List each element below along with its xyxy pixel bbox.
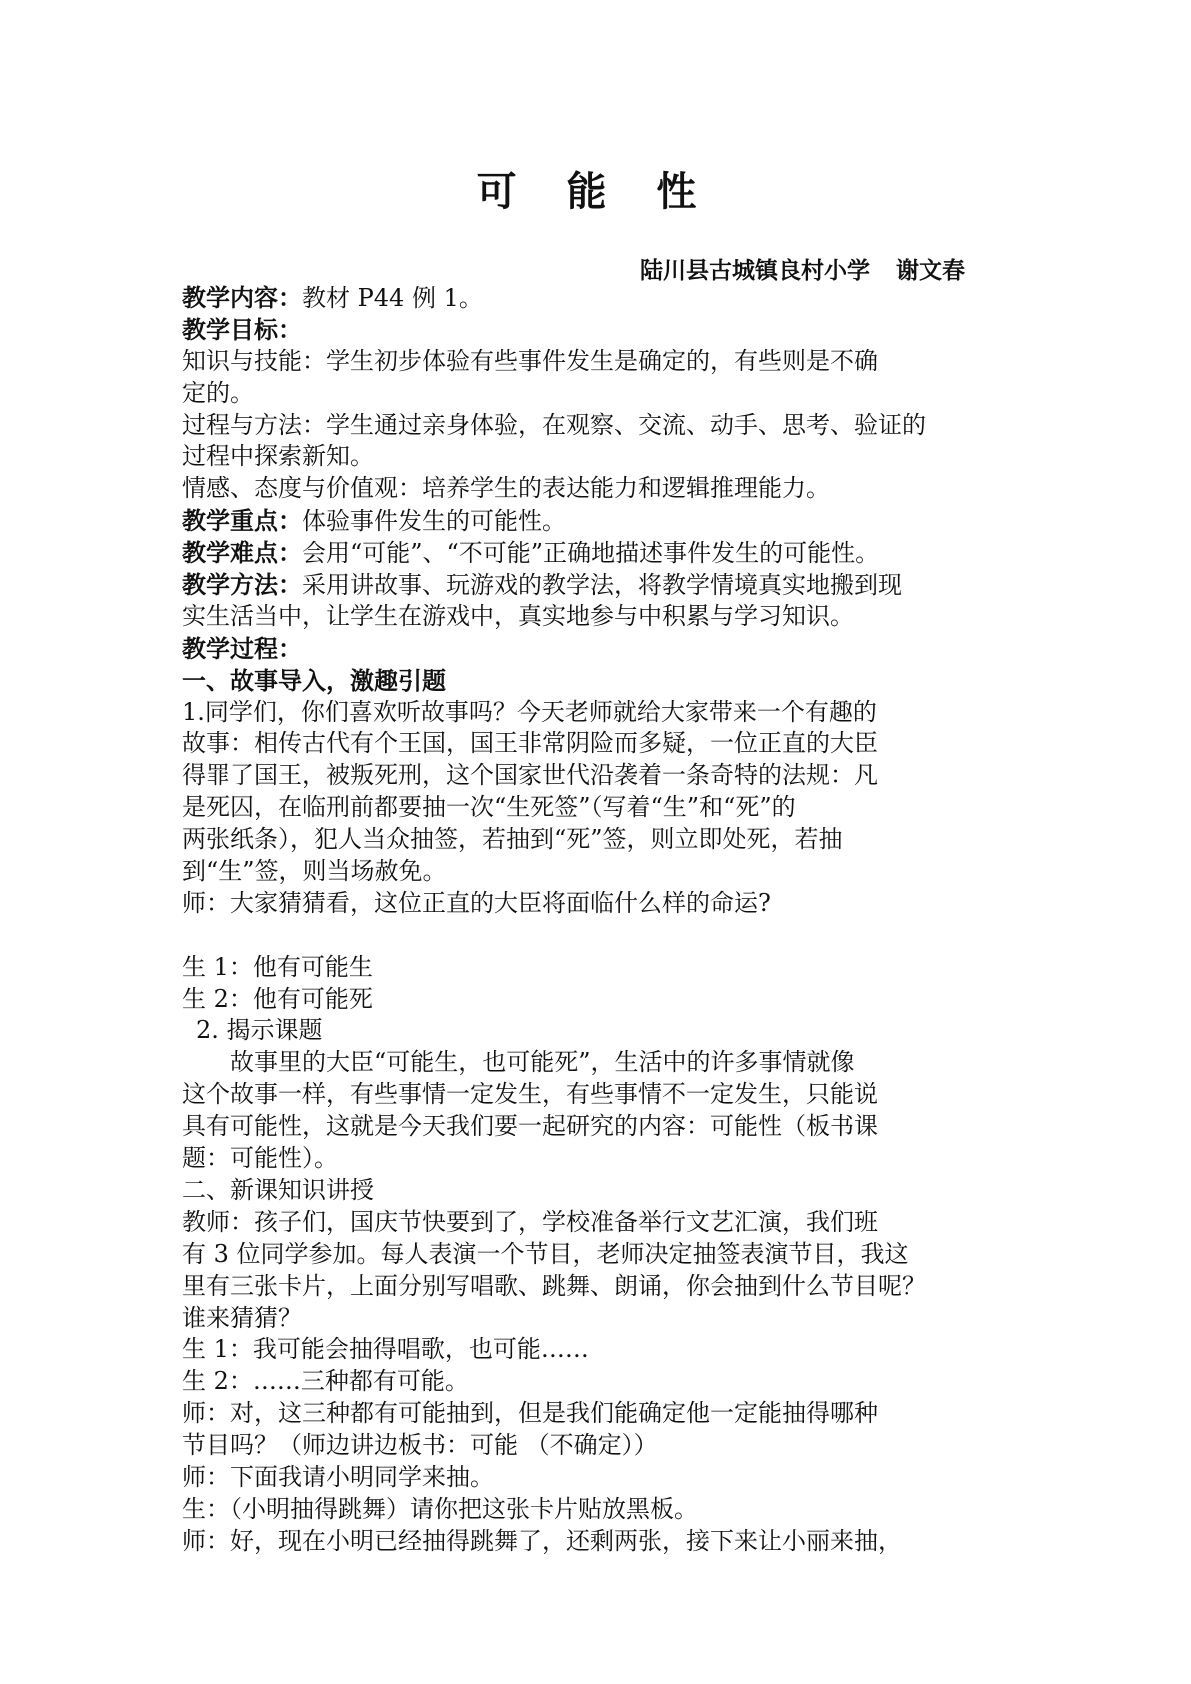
key-line	[182, 505, 1044, 537]
reveal-line: 题：可能性）。	[182, 1144, 338, 1173]
lesson-line: 生 1：我可能会抽得唱歌，也可能……	[182, 1335, 589, 1364]
method-line	[182, 569, 1044, 601]
blank-line	[182, 920, 1044, 952]
story-line: 是死囚，在临刑前都要抽一次“生死签”（写着“生”和“死”的	[182, 793, 796, 822]
key-label: 教学重点：	[182, 506, 302, 536]
lesson-line: 教师：孩子们，国庆节快要到了，学校准备举行文艺汇演，我们班	[182, 1207, 878, 1236]
lesson-line: 里有三张卡片，上面分别写唱歌、跳舞、朗诵，你会抽到什么节目呢？	[182, 1271, 926, 1300]
method-line-2: 实生活当中，让学生在游戏中，真实地参与中积累与学习知识。	[182, 601, 854, 630]
lesson-line: 师：下面我请小明同学来抽。	[182, 1462, 494, 1491]
document-title: 可 能 性	[476, 168, 715, 215]
lesson-line: 生：（小明抽得跳舞）请你把这张卡片贴放黑板。	[182, 1494, 698, 1523]
story-line: 得罪了国王，被叛死刑，这个国家世代沿袭着一条奇特的法规：凡	[182, 761, 878, 790]
story-line: 到“生”签，则当场赦免。	[182, 857, 447, 886]
lesson-line: 节目吗？（师边讲边板书：可能 （不确定））	[182, 1431, 658, 1460]
method-label: 教学方法：	[182, 570, 302, 600]
goal-label: 教学目标：	[182, 314, 302, 344]
answer-line: 生 1：他有可能生	[182, 952, 373, 981]
author-school: 陆川县古城镇良村小学	[640, 257, 870, 284]
answer-line: 生 2：他有可能死	[182, 984, 373, 1013]
goal-line: 情感、态度与价值观：培养学生的表达能力和逻辑推理能力。	[182, 474, 830, 503]
document-body	[182, 282, 1044, 1558]
reveal-line: 具有可能性，这就是今天我们要一起研究的内容：可能性（板书课	[182, 1112, 878, 1141]
author-line	[640, 252, 965, 285]
difficulty-line	[182, 537, 1044, 569]
author-name: 谢文春	[896, 257, 965, 284]
content-line	[182, 282, 1044, 314]
content-label: 教学内容：	[182, 283, 302, 312]
lesson-line: 有 3 位同学参加。每人表演一个节目，老师决定抽签表演节目，我这	[182, 1239, 909, 1268]
story-line: 师：大家猜猜看，这位正直的大臣将面临什么样的命运?	[182, 888, 771, 917]
difficulty-text: 会用“可能”、“不可能”正确地描述事件发生的可能性。	[302, 539, 880, 568]
lesson-line: 生 2：……三种都有可能。	[182, 1367, 469, 1396]
lesson-line: 师：对，这三种都有可能抽到，但是我们能确定他一定能抽得哪种	[182, 1399, 878, 1428]
subsection-heading: 2. 揭示课题	[196, 1016, 323, 1045]
lesson-line: 师：好，现在小明已经抽得跳舞了，还剩两张，接下来让小丽来抽，	[182, 1526, 902, 1555]
goal-line: 定的。	[182, 378, 254, 407]
section-heading: 一、故事导入，激趣引题	[182, 665, 446, 695]
process-label: 教学过程：	[182, 633, 302, 663]
difficulty-label: 教学难点：	[182, 538, 302, 568]
goal-line: 过程中探索新知。	[182, 442, 374, 471]
reveal-line: 这个故事一样，有些事情一定发生，有些事情不一定发生，只能说	[182, 1080, 878, 1109]
goal-line: 知识与技能：学生初步体验有些事件发生是确定的，有些则是不确	[182, 346, 878, 375]
lesson-line: 谁来猜猜？	[182, 1303, 302, 1332]
story-line: 故事：相传古代有个王国，国王非常阴险而多疑，一位正直的大臣	[182, 729, 878, 758]
story-line: 1.同学们，你们喜欢听故事吗？今天老师就给大家带来一个有趣的	[182, 697, 877, 726]
section-heading: 二、新课知识讲授	[182, 1175, 374, 1204]
method-text: 采用讲故事、玩游戏的教学法，将教学情境真实地搬到现	[302, 571, 902, 600]
content-text: 教材 P44 例 1。	[302, 284, 483, 312]
reveal-line: 故事里的大臣“可能生，也可能死”，生活中的许多事情就像	[230, 1048, 855, 1077]
story-line: 两张纸条），犯人当众抽签，若抽到“死”签，则立即处死，若抽	[182, 825, 843, 854]
goal-line: 过程与方法：学生通过亲身体验，在观察、交流、动手、思考、验证的	[182, 410, 926, 439]
key-text: 体验事件发生的可能性。	[302, 507, 566, 536]
